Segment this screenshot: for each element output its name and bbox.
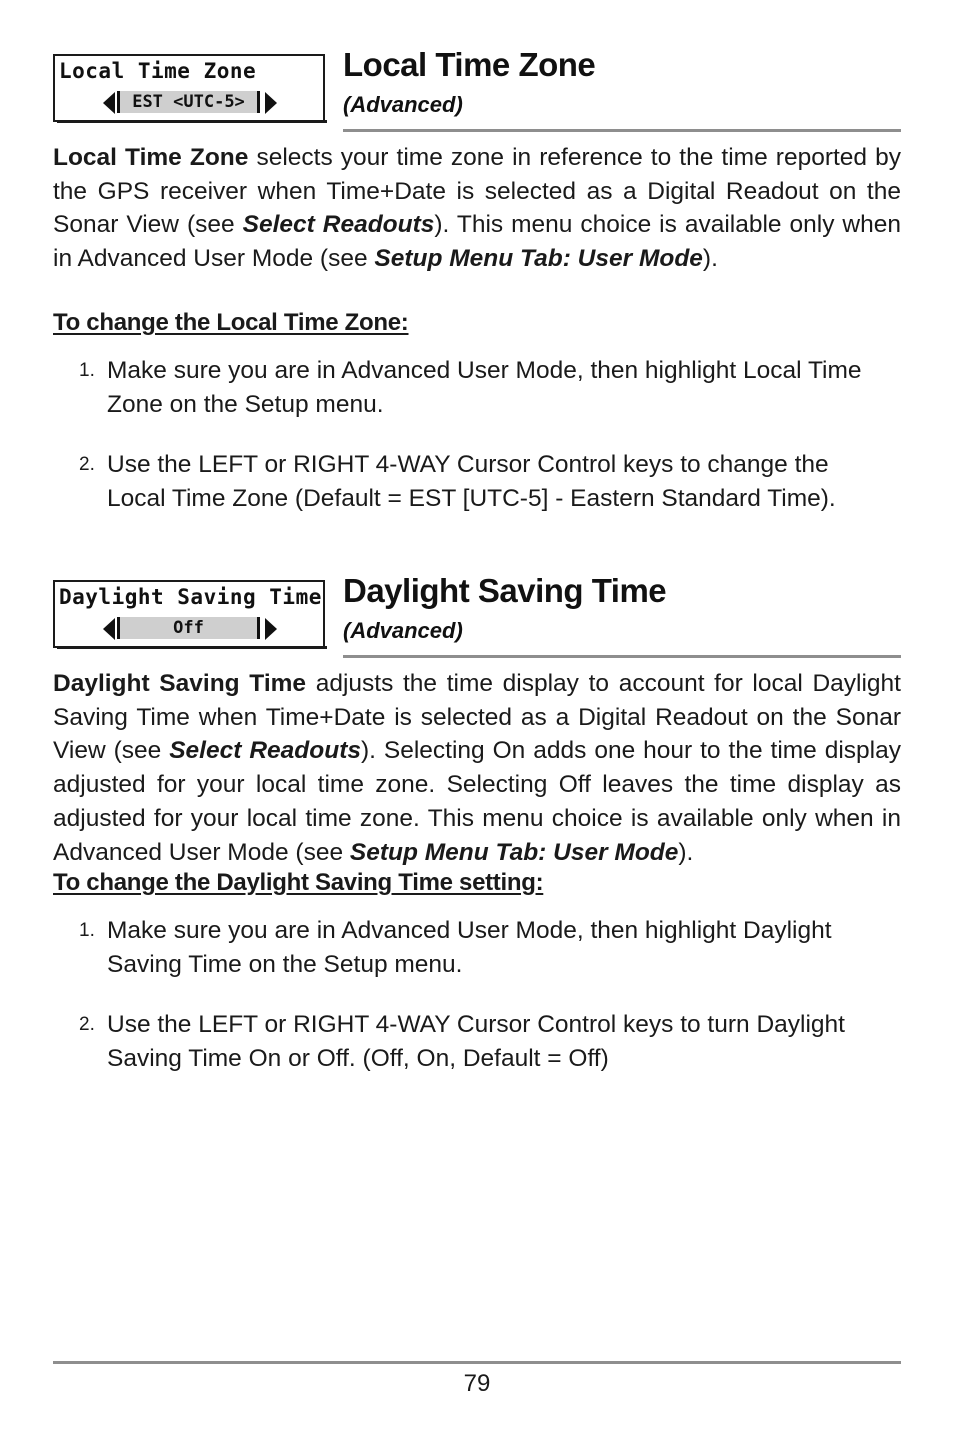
heading-rule <box>343 129 901 132</box>
widget-title: Local Time Zone <box>59 59 257 83</box>
step-number: 2. <box>79 454 95 475</box>
page-number: 79 <box>463 1370 491 1397</box>
local-time-zone-menu-widget <box>53 54 325 122</box>
arrow-left-icon <box>103 618 115 640</box>
cross-reference: Setup Menu Tab: User Mode <box>374 245 703 273</box>
step-number: 2. <box>79 1014 95 1035</box>
section-heading: Daylight Saving Time <box>343 572 667 609</box>
widget-title: Daylight Saving Time <box>59 585 322 609</box>
section-subheading: (Advanced) <box>343 618 463 643</box>
step-text: Make sure you are in Advanced User Mode, then highlight Daylight Saving Time on the Setup menu. <box>107 917 832 978</box>
widget-value-box <box>117 617 260 639</box>
section-body <box>53 667 901 869</box>
step-text: Make sure you are in Advanced User Mode, then highlight Local Time Zone on the Setup menu. <box>107 357 862 418</box>
cross-reference: Select Readouts <box>169 737 361 765</box>
term-bold: Local Time Zone <box>53 144 249 171</box>
cross-reference: Setup Menu Tab: User Mode <box>349 838 679 866</box>
body-text: ). This menu choice is available only when in Advanced User Mode (see <box>53 211 901 273</box>
heading-rule <box>343 655 901 658</box>
section-subheading: (Advanced) <box>343 92 463 117</box>
body-text: ). <box>678 838 694 866</box>
step-text: Use the LEFT or RIGHT 4-WAY Cursor Control keys to turn Daylight Saving Time On or Off. (Off, On, Default = Off) <box>107 1011 845 1072</box>
step-text: Use the LEFT or RIGHT 4-WAY Cursor Control keys to change the Local Time Zone (Default = EST [UTC-5] - Eastern Standard Time). <box>107 451 836 512</box>
widget-value-box <box>117 91 260 113</box>
arrow-right-icon <box>265 92 277 114</box>
arrow-right-icon <box>265 618 277 640</box>
procedure-title: To change the Local Time Zone: <box>53 309 409 336</box>
body-text: ). Selecting On adds one hour to the time display adjusted for your local time zone. Selecting Off leaves the time display as adjusted for your local time zone. This menu choice is available only when in Advanced User Mode (see <box>53 737 902 866</box>
widget-value: EST <UTC-5> <box>132 92 245 112</box>
body-text: adjusts the time display to account for local Daylight Saving Time when Time+Date is selected as a Digital Readout on the Sonar View (see <box>53 670 901 765</box>
body-text: ). <box>702 245 718 273</box>
step-number: 1. <box>79 920 95 941</box>
cross-reference: Select Readouts <box>242 211 435 239</box>
arrow-left-icon <box>103 92 115 114</box>
widget-value: Off <box>173 618 204 638</box>
section-heading: Local Time Zone <box>343 46 596 83</box>
procedure-title: To change the Daylight Saving Time setting: <box>53 869 544 896</box>
term-bold: Daylight Saving Time <box>53 670 307 697</box>
section-body <box>53 141 901 276</box>
body-text: selects your time zone in reference to the time reported by the GPS receiver when Time+Date is selected as a Digital Readout on the Sonar View (see <box>53 144 901 239</box>
footer-rule <box>53 1361 901 1364</box>
daylight-saving-time-menu-widget <box>53 580 325 648</box>
step-number: 1. <box>79 360 95 381</box>
